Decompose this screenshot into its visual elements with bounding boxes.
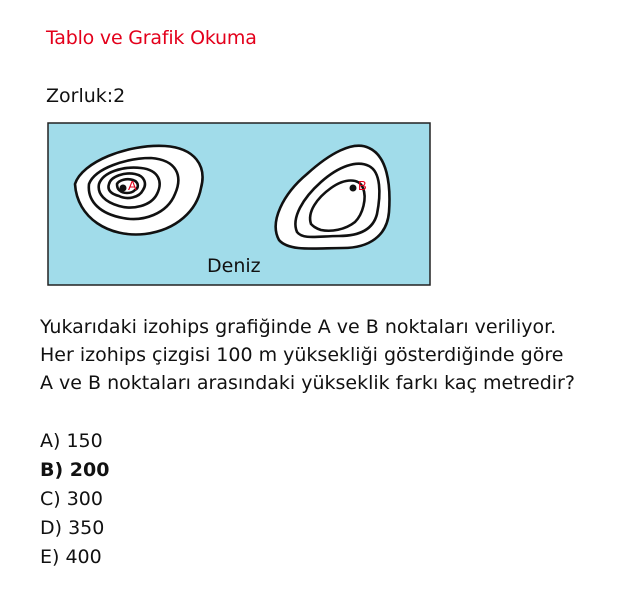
- sea-label: Deniz: [207, 255, 261, 277]
- answer-options: [40, 427, 109, 572]
- question-line: Her izohips çizgisi 100 m yüksekliği gösterdiğinde göre: [40, 344, 564, 366]
- question-line: A ve B noktaları arasındaki yükseklik farkı kaç metredir?: [40, 372, 575, 394]
- point-b-marker: [350, 185, 357, 192]
- question-line: Yukarıdaki izohips grafiğinde A ve B noktaları veriliyor.: [40, 316, 557, 338]
- difficulty-label: Zorluk:2: [46, 85, 126, 107]
- option-a[interactable]: A) 150: [40, 430, 103, 452]
- page-title: Tablo ve Grafik Okuma: [46, 27, 257, 49]
- option-d[interactable]: D) 350: [40, 517, 105, 539]
- option-b[interactable]: B) 200: [40, 459, 110, 481]
- option-c[interactable]: C) 300: [40, 488, 103, 510]
- point-a-marker: [120, 185, 127, 192]
- point-a-label: A: [128, 178, 137, 193]
- contour-map: [47, 122, 431, 286]
- option-e[interactable]: E) 400: [40, 546, 102, 568]
- point-b-label: B: [358, 178, 367, 193]
- question-text: [40, 313, 620, 397]
